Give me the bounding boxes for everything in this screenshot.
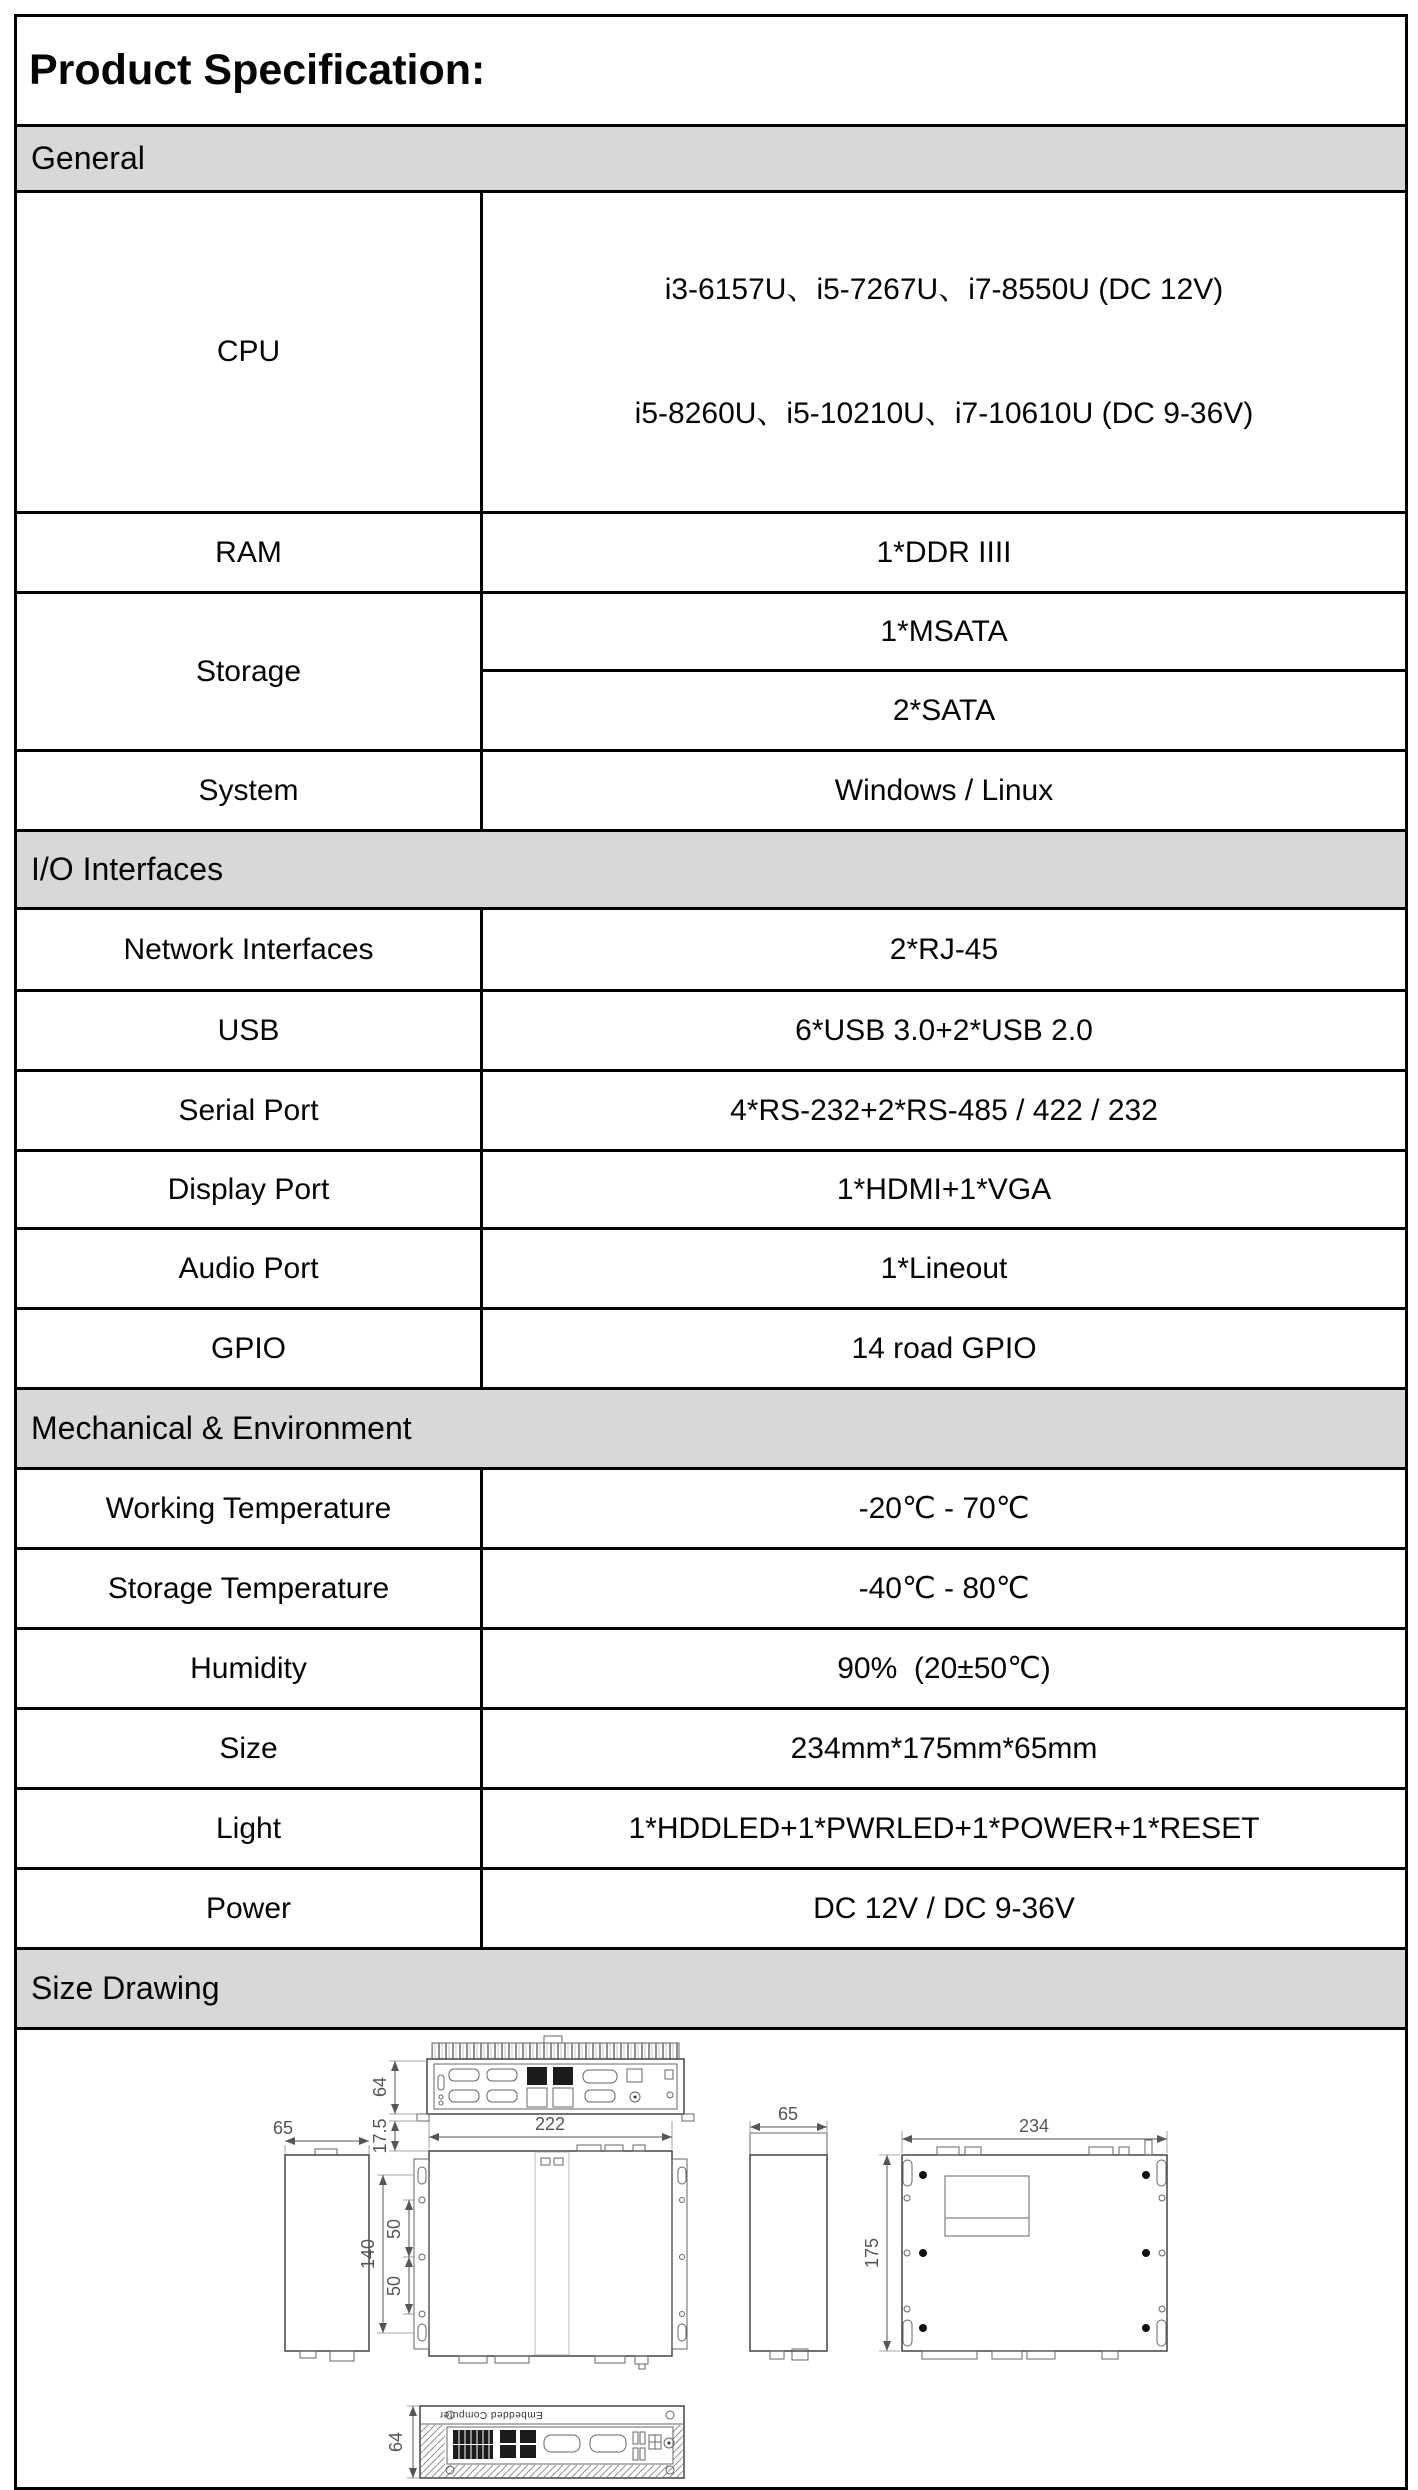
row-storage-1	[16, 593, 1407, 671]
row-gpio	[16, 1309, 1407, 1389]
row-storage-temp	[16, 1549, 1407, 1629]
system-label: System	[16, 751, 482, 831]
section-header-general-label: General	[16, 126, 1407, 192]
usb-label: USB	[16, 991, 482, 1071]
light-value: 1*HDDLED+1*PWRLED+1*POWER+1*RESET	[482, 1789, 1407, 1869]
title-row	[16, 16, 1407, 126]
right-side-view	[750, 2104, 827, 2360]
section-header-mech	[16, 1389, 1407, 1469]
network-value: 2*RJ-45	[482, 909, 1407, 991]
cpu-value-line2: i5-8260U、i5-10210U、i7-10610U (DC 9-36V)	[634, 397, 1254, 430]
cpu-value	[482, 192, 1407, 513]
access-panel-cutout	[945, 2176, 1029, 2218]
row-working-temp	[16, 1469, 1407, 1549]
usb-lan-icons	[527, 2067, 573, 2107]
power-value: DC 12V / DC 9-36V	[482, 1869, 1407, 1949]
gpio-terminal-icon	[453, 2430, 493, 2459]
system-value: Windows / Linux	[482, 751, 1407, 831]
row-audio	[16, 1229, 1407, 1309]
rear-serial-icon-2	[590, 2435, 626, 2452]
humidity-label: Humidity	[16, 1629, 482, 1709]
dim-rear-height: 64	[386, 2431, 406, 2452]
section-header-drawing-label: Size Drawing	[16, 1949, 1407, 2029]
row-power	[16, 1869, 1407, 1949]
dim-bracket-offset: 17.5	[370, 2117, 390, 2154]
storage-temp-value: -40℃ - 80℃	[482, 1549, 1407, 1629]
row-usb	[16, 991, 1407, 1071]
dim-bracket-offset-group	[370, 2118, 429, 2153]
storage-temp-label: Storage Temperature	[16, 1549, 482, 1629]
size-value: 234mm*175mm*65mm	[482, 1709, 1407, 1789]
dim-hole-pitch-group	[384, 2200, 414, 2314]
dim-body-width: 222	[534, 2113, 566, 2134]
display-label: Display Port	[16, 1151, 482, 1229]
storage-value-2: 2*SATA	[482, 671, 1407, 751]
row-network	[16, 909, 1407, 991]
dim-plate-width: 234	[1018, 2115, 1050, 2136]
ram-value: 1*DDR IIII	[482, 513, 1407, 593]
dim-mount-span: 140	[358, 2238, 378, 2269]
front-view	[414, 2145, 687, 2369]
row-humidity	[16, 1629, 1407, 1709]
top-view	[417, 2036, 694, 2121]
storage-value-1: 1*MSATA	[482, 593, 1407, 671]
size-label: Size	[16, 1709, 482, 1789]
storage-label: Storage	[16, 593, 482, 751]
humidity-value: 90% (20±50℃)	[482, 1629, 1407, 1709]
row-light	[16, 1789, 1407, 1869]
vga-icon	[583, 2070, 617, 2083]
page-title: Product Specification:	[16, 16, 1407, 126]
ram-label: RAM	[16, 513, 482, 593]
spec-table	[14, 14, 1408, 2490]
serial-value: 4*RS-232+2*RS-485 / 422 / 232	[482, 1071, 1407, 1151]
size-drawing	[17, 2031, 1405, 2487]
row-ram	[16, 513, 1407, 593]
gpio-label: GPIO	[16, 1309, 482, 1389]
dim-front-height: 64	[370, 2076, 390, 2097]
row-cpu	[16, 192, 1407, 513]
section-header-mech-label: Mechanical & Environment	[16, 1389, 1407, 1469]
dim-hole-pitch-lower: 50	[384, 2275, 404, 2296]
dim-side-width-left: 65	[273, 2117, 294, 2138]
serial-label: Serial Port	[16, 1071, 482, 1151]
power-label: Power	[16, 1869, 482, 1949]
cpu-value-line1: i3-6157U、i5-7267U、i7-8550U (DC 12V)	[664, 273, 1224, 306]
row-system	[16, 751, 1407, 831]
audio-label: Audio Port	[16, 1229, 482, 1309]
rear-serial-icon-1	[544, 2435, 580, 2452]
serial-ports-icons	[449, 2069, 517, 2102]
dim-plate-height-group	[862, 2155, 900, 2351]
dim-front-height-group	[370, 2061, 427, 2114]
row-display	[16, 1151, 1407, 1229]
usb-value: 6*USB 3.0+2*USB 2.0	[482, 991, 1407, 1071]
row-size-drawing	[16, 2029, 1407, 2489]
dim-body-width-group	[429, 2114, 672, 2137]
left-side-view	[273, 2118, 369, 2361]
network-label: Network Interfaces	[16, 909, 482, 991]
gpio-value: 14 road GPIO	[482, 1309, 1407, 1389]
row-size	[16, 1709, 1407, 1789]
dim-hole-pitch-upper: 50	[384, 2218, 404, 2239]
section-header-general	[16, 126, 1407, 192]
dim-side-width-right: 65	[777, 2103, 799, 2124]
dim-mount-span-group	[358, 2175, 414, 2333]
display-value: 1*HDMI+1*VGA	[482, 1151, 1407, 1229]
rear-view	[420, 2406, 684, 2478]
dim-plate-height: 175	[862, 2237, 882, 2268]
hdmi-icon	[585, 2090, 615, 2102]
working-temp-label: Working Temperature	[16, 1469, 482, 1549]
cpu-label: CPU	[16, 192, 482, 513]
section-header-drawing	[16, 1949, 1407, 2029]
size-drawing-cell	[16, 2029, 1407, 2489]
device-label: Embedded Computer	[439, 2408, 543, 2420]
row-serial	[16, 1071, 1407, 1151]
audio-value: 1*Lineout	[482, 1229, 1407, 1309]
dc-jack-icon	[627, 2069, 642, 2082]
working-temp-value: -20℃ - 70℃	[482, 1469, 1407, 1549]
dim-rear-height-group	[386, 2406, 420, 2478]
light-label: Light	[16, 1789, 482, 1869]
section-header-io	[16, 831, 1407, 909]
rear-usb-lan-icons	[500, 2430, 536, 2458]
bottom-plate-view	[902, 2140, 1167, 2359]
section-header-io-label: I/O Interfaces	[16, 831, 1407, 909]
